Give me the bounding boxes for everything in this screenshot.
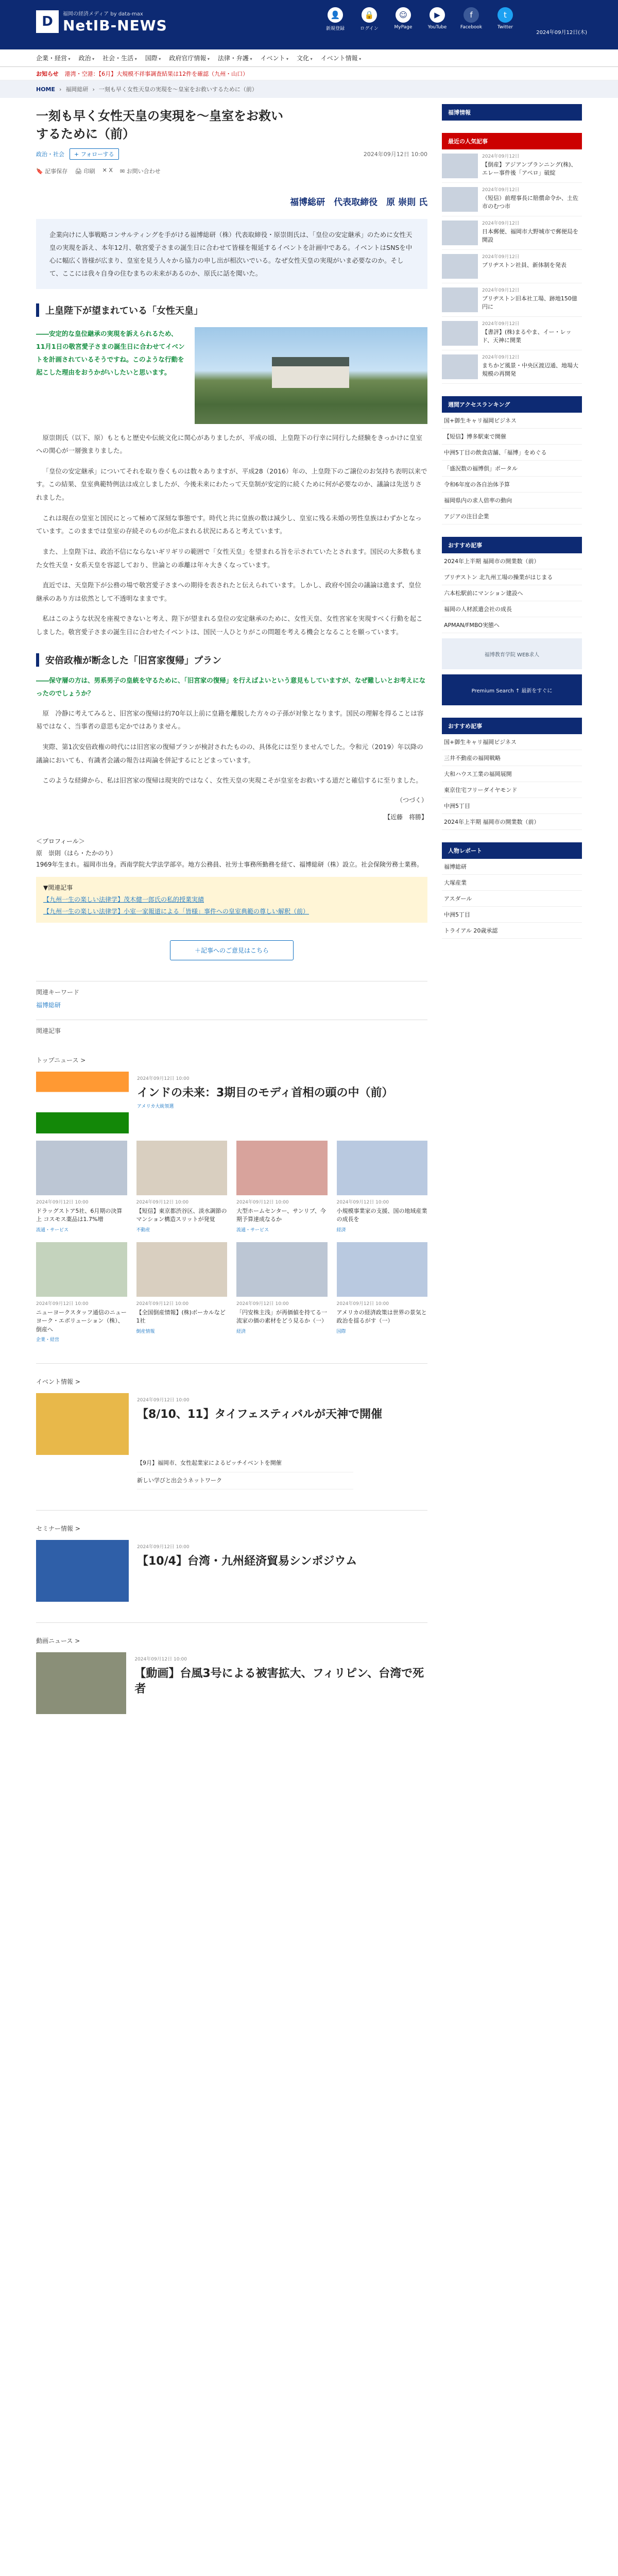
event-item-title: 【9月】福岡市、女性起業家によるピッチイベントを開催: [137, 1460, 282, 1467]
video-date: 2024年09月12日 10:00: [134, 1657, 187, 1663]
news-thumbnail: [136, 1141, 228, 1195]
event-title: 【8/10、11】タイフェスティバルが天神で開催: [137, 1408, 383, 1421]
ranking-item[interactable]: 「盛況数の福博倶」ポータル: [442, 461, 582, 477]
contact-button[interactable]: ✉ お問い合わせ: [119, 167, 161, 175]
article-lead: 企業向けに人事戦略コンサルティングを手がける福博総研（株）代表取締役・原崇則氏は、「皇位の安定継承」のために女性天皇の実現を訴え、本年12月、敬宮愛子さまの誕生日に合わせて皆様を報延するイベントを計画中である。イベントはSNSを中心に幅広く皆様が広まり、皇室を見う人々から協力の申し出が相次いでいる。なぜ女性天皇の実現がいま必要なのか。そして、ここには我々自身の住むまちの未来があるのか、原氏に話を聞いた。: [36, 219, 427, 289]
login-label: ログイン: [360, 26, 379, 31]
breadcrumb: [0, 80, 618, 98]
popular-date: 2024年09月12日: [482, 255, 520, 260]
popular-list: [442, 149, 582, 384]
people-list: [442, 859, 582, 939]
nav-item[interactable]: イベント情報 ▾: [321, 54, 362, 62]
news-category: 経済: [336, 1227, 346, 1233]
news-category: 不動産: [136, 1227, 150, 1233]
facebook-link[interactable]: [459, 7, 483, 31]
popular-title: 【倒産】アジアンプランニング(株)、エレー事件後「アペロ」破綻: [482, 161, 577, 176]
people-item[interactable]: 中洲5丁目: [442, 907, 582, 923]
news-card[interactable]: [337, 1141, 428, 1233]
recommend-item[interactable]: 2024年上半期 福岡市の開業数（前）: [442, 553, 582, 569]
video-title: 【動画】台風3号による被害拡大、フィリピン、台湾で死者: [134, 1667, 424, 1696]
play-icon: ▶: [430, 7, 445, 23]
article-paragraph: 原 冷静に考えてみると、旧宮家の復帰は約70年以上前に皇籍を離脱した方々の子孫が対象となります。国民の理解を得ることは容易ではなく、当事者の意思も定かではありません。: [36, 709, 424, 731]
recommend-item[interactable]: 六本松駅前にマンション建設へ: [442, 585, 582, 601]
article-paragraph: これは現在の皇室と国民にとって極めて深刻な事態です。時代と共に皇族の数は減少し、皇室に残る未婚の男性皇族はわずかとなっています。このままでは皇室の存続そのものが危ぶまれる状況にあると考えています。: [36, 514, 422, 535]
news-card[interactable]: [36, 1141, 127, 1233]
related-link[interactable]: 【九州一生の楽しい法律学】小室一家報道による「皆様」事件への皇室典範の尊しい解釈（前）: [43, 907, 310, 915]
article-paragraph: 実際、第1次安倍政権の時代には旧宮家の復帰プランが検討されたものの、具体化には至りませんでした。令和元（2019）年以降の議論においても、有識者会議の報告は両論を併記するにとどまっています。: [36, 742, 423, 764]
site-logo[interactable]: [36, 9, 167, 34]
video-label[interactable]: 動画ニュース >: [36, 1637, 80, 1645]
nav-item[interactable]: 文化 ▾: [297, 54, 313, 62]
keyword-box-item[interactable]: 三井不動産の福岡戦略: [442, 750, 582, 766]
divider: [36, 1510, 427, 1511]
news-date: 2024年09月12日 10:00: [136, 1199, 189, 1205]
logo-mark: D: [36, 10, 59, 33]
youtube-link[interactable]: [425, 7, 449, 31]
news-title: ドラッグストア5社、6月期の決算上 コスモス薬品は1.7%増: [36, 1207, 123, 1223]
profile-text: 原 崇則（はら・たかのり） 1969年生まれ。福岡市出身。西南学院大学法学部卒。地方公務員、社労士事務所勤務を経て、福博総研（株）設立。社会保険労務士業務。: [36, 849, 423, 869]
ranking-item[interactable]: 令和6年度の各自治体予算: [442, 477, 582, 493]
article-meta: [36, 148, 427, 160]
topnews-label[interactable]: トップニュース >: [36, 1056, 86, 1064]
ticker-label: お知らせ: [36, 70, 59, 77]
recommend-item[interactable]: APMAN/FMBO実態へ: [442, 617, 582, 633]
twitter-icon: t: [497, 7, 513, 23]
popular-date: 2024年09月12日: [482, 288, 520, 293]
popular-title: ブリヂストン社員、新体制を発表: [482, 261, 566, 268]
main-nav: [0, 49, 618, 67]
contact-label: お問い合わせ: [126, 167, 161, 175]
ranking-item[interactable]: 【短信】博多駅東で開催: [442, 429, 582, 445]
news-title: 「円安株主浅」が再価値を持てる一流家の価の素材をどう見るか（一）: [236, 1309, 327, 1325]
mypage-label: MyPage: [394, 25, 413, 30]
people-item[interactable]: アスダール: [442, 891, 582, 907]
print-label: 印刷: [83, 167, 95, 175]
news-card[interactable]: [236, 1141, 328, 1233]
news-date: 2024年09月12日 10:00: [36, 1301, 89, 1307]
topnews-grid: [36, 1141, 427, 1343]
register-label: 新規登録: [325, 26, 345, 31]
popular-thumbnail: [442, 221, 478, 245]
popular-thumbnail: [442, 354, 478, 379]
news-thumbnail: [236, 1141, 328, 1195]
article-byline: 福博総研 代表取締役 原 崇則 氏: [290, 197, 427, 208]
keywords-label: 関連キーワード: [36, 988, 80, 996]
news-thumbnail: [337, 1141, 428, 1195]
breadcrumb-sep: ›: [59, 86, 62, 93]
x-share-button[interactable]: ✕ X: [102, 166, 113, 174]
section-heading: 上皇陛下が望まれている「女性天皇」: [36, 303, 427, 317]
facebook-label: Facebook: [460, 25, 483, 30]
keyword-box-item[interactable]: 2024年上半期 福岡市の開業数（前）: [442, 814, 582, 830]
access-ranking-list: [442, 413, 582, 524]
section-heading: 安倍政権が断念した「旧宮家復帰」プラン: [36, 653, 427, 667]
people-label: 人物レポート: [442, 842, 582, 859]
section-intro: [36, 327, 427, 424]
bookmark-button[interactable]: 🔖 記事保存: [36, 167, 68, 175]
news-category: 流通・サービス: [236, 1227, 269, 1233]
event-item[interactable]: [137, 1472, 353, 1490]
events-label[interactable]: イベント情報 >: [36, 1378, 80, 1386]
related-articles-label: 関連記事: [36, 1027, 61, 1035]
news-thumbnail: [36, 1242, 127, 1297]
popular-thumbnail: [442, 287, 478, 312]
event-item-title: 新しい学びと出会うネットワーク: [137, 1477, 222, 1484]
news-card[interactable]: [236, 1242, 328, 1343]
keyword-box-item[interactable]: 中洲5丁目: [442, 798, 582, 814]
ticker-link[interactable]: 港湾・空港：【6月】大規模不祥事調査結果は12件を確認（九州・山口）: [64, 70, 249, 77]
x-share-label: X: [109, 166, 113, 174]
related-articles-box: [36, 877, 427, 922]
logo-brand: NetIB-NEWS: [63, 17, 167, 34]
register-link[interactable]: [323, 7, 347, 31]
breadcrumb-home[interactable]: HOME: [36, 86, 56, 93]
news-date: 2024年09月12日 10:00: [336, 1301, 389, 1307]
ranking-item[interactable]: 福岡県内の求人倍率の動向: [442, 493, 582, 509]
facebook-icon: f: [464, 7, 479, 23]
news-category: 経済: [236, 1329, 246, 1334]
profile-box: [36, 836, 427, 871]
events-list: [137, 1455, 353, 1489]
keyword-box-label: おすすめ記事: [442, 718, 582, 734]
article-paragraph: 私はこのような状況を座視できないと考え、陛下が望まれる皇位の安定継承のために、女性天皇、女性宮家を実現すべく行動を起こしました。敬宮愛子さまの誕生日に合わせたイベントは、国民一人ひとりがこの問題を考える機会となることを願っています。: [36, 615, 423, 636]
feedback-button[interactable]: ＋記事へのご意見はこちら: [170, 940, 294, 960]
news-title: 【全国倒産情報】(株)ボーカルなど1社: [136, 1309, 226, 1325]
user-icon: 👤: [328, 7, 343, 23]
share-bar: [36, 167, 427, 175]
person-icon: ☺: [396, 7, 411, 23]
news-thumbnail: [136, 1242, 228, 1297]
mypage-link[interactable]: [391, 7, 415, 31]
popular-item[interactable]: [442, 149, 582, 183]
interview-question: ――安定的な皇位継承の実現を訴えられるため、11月1日の敬宮愛子さまの誕生日に合わせてイベントを計画されているそうですね。このような行動を起こした理由をおうかがいしたいと思います。: [36, 329, 185, 376]
news-category: 流通・サービス: [36, 1227, 69, 1233]
breadcrumb-current: 一刻も早く女性天皇の実現を～皇室をお救いするために（前）: [98, 86, 258, 93]
article-paragraph: 原崇則氏（以下、原）もともと歴史や伝統文化に関心がありましたが、平成の頃、上皇陛下の行幸に同行した経験をきっかけに皇室への関心が一層強まりました。: [36, 433, 423, 455]
continued-note: （つづく）: [396, 796, 427, 804]
popular-item[interactable]: [442, 317, 582, 350]
ranking-item[interactable]: アジアの注目企業: [442, 509, 582, 524]
article-category[interactable]: 政治・社会: [36, 150, 64, 158]
profile-title: ＜プロフィール＞: [36, 837, 85, 845]
news-title: アメリカの経済政策は世界の景気と政治を揺るがす（一）: [336, 1309, 427, 1325]
popular-thumbnail: [442, 254, 478, 279]
event-item[interactable]: [137, 1455, 353, 1472]
news-title: 【短信】東京都渋谷区、淡水調節のマンション構造スリットが発覚: [136, 1207, 227, 1223]
recommend-label: おすすめ記事: [442, 537, 582, 553]
popular-title: （短信）前理事長に賠償命令か、土佐市のむつ市: [482, 194, 578, 210]
follow-button[interactable]: + フォローする: [70, 148, 119, 160]
news-category: 倒産情報: [136, 1329, 155, 1334]
news-thumbnail: [36, 1141, 127, 1195]
news-date: 2024年09月12日 10:00: [136, 1301, 189, 1307]
popular-date: 2024年09月12日: [482, 154, 520, 159]
article-paragraph: このような経緯から、私は旧宮家の復帰は現実的ではなく、女性天皇の実現こそが皇室をお救いする道だと確信するに至りました。: [42, 776, 422, 785]
imperial-palace-photo: [195, 327, 427, 424]
popular-item[interactable]: [442, 350, 582, 384]
seminar-date: 2024年09月12日 10:00: [137, 1545, 190, 1550]
news-date: 2024年09月12日 10:00: [336, 1199, 389, 1205]
site-header: [0, 0, 618, 49]
premium-search-banner[interactable]: Premium Search ↑ 最新をすぐに: [442, 674, 582, 705]
events-featured[interactable]: [36, 1393, 427, 1455]
popular-item[interactable]: [442, 183, 582, 216]
popular-title: 【書評】(株)まるやま、イー・レッド、天神に開業: [482, 328, 572, 344]
nav-item[interactable]: 政府官庁情報 ▾: [169, 54, 210, 62]
divider: [36, 1363, 427, 1364]
popular-date: 2024年09月12日: [482, 188, 520, 193]
news-card[interactable]: [36, 1242, 127, 1343]
article-paragraph: また、上皇陛下は、政治不信にならないギリギリの範囲で「女性天皇」を望まれる旨を示されていたとされます。国民の大多数もまた女性天皇・女系天皇を容認しており、世論との乖離は年々大きくなっています。: [36, 547, 422, 569]
article-date: 2024年09月12日 10:00: [363, 150, 427, 158]
related-link[interactable]: 【九州一生の楽しい法律学】茂木健一郎氏の私的授業実績: [43, 896, 204, 904]
breadcrumb-category[interactable]: 福岡総研: [65, 86, 89, 93]
youtube-label: YouTube: [427, 25, 447, 30]
article-paragraph: 直近では、天皇陛下が公務の場で敬宮愛子さまへの期待を表されたと伝えられています。しかし、政府や国会の議論は進まず、皇位継承のあり方は依然として不透明なままです。: [36, 581, 422, 602]
news-card[interactable]: [337, 1242, 428, 1343]
event-date: 2024年09月12日 10:00: [137, 1398, 190, 1403]
keyword-box-list: [442, 734, 582, 830]
seminar-featured[interactable]: [36, 1540, 427, 1602]
logo-tagline: 福岡の経済メディア by data-max: [63, 11, 143, 17]
lock-icon: 🔒: [362, 7, 377, 23]
access-ranking-label: 週間アクセスランキング: [442, 396, 582, 413]
news-thumbnail: [236, 1242, 328, 1297]
nav-item[interactable]: 政治 ▾: [79, 54, 95, 62]
news-category: 国際: [336, 1329, 346, 1334]
popular-title: まちかど風景・中央区渡辺通、地場大規模の再開発: [482, 362, 578, 377]
popular-date: 2024年09月12日: [482, 321, 520, 327]
popular-title: ブリヂストン旧本社工場、跡地150億円に: [482, 295, 577, 310]
recommend-list: [442, 553, 582, 633]
header-icon-links: [323, 7, 517, 31]
news-date: 2024年09月12日 10:00: [236, 1301, 289, 1307]
popular-thumbnail: [442, 187, 478, 212]
popular-label: 最近の人気記事: [442, 133, 582, 149]
popular-title: 日本郵便、福岡市大野城市で郵便局を開設: [482, 228, 578, 243]
breadcrumb-sep: ›: [92, 86, 95, 93]
popular-item[interactable]: [442, 250, 582, 283]
topnews-featured[interactable]: [36, 1072, 427, 1133]
interview-question: ――保守層の方は、男系男子の皇統を守るために、「旧宮家の復帰」を行えばよいという意見もしていますが、なぜ難しいとお考えになったのでしょうか？: [36, 676, 426, 697]
article-paragraph: 「皇位の安定継承」についてそれを取り巻くものは数々ありますが、平成28（2016）年の、上皇陛下のご譲位のお気持ち表明以来です。この結果、皇室典範特例法は成立しましたが、今後未来にわたって天皇制が安定的に続くために何が必要なのか、議論は先送りされました。: [36, 467, 427, 502]
keyword-box-item[interactable]: 大和ハウス工業の福岡展開: [442, 766, 582, 782]
keyword-link[interactable]: 福博総研: [36, 1001, 61, 1009]
news-title: 大型ホームセンター、サンリブ、今期予算達成なるか: [236, 1207, 326, 1223]
video-thumbnail: [36, 1652, 126, 1714]
seminar-title: 【10/4】台湾・九州経済貿易シンポジウム: [137, 1555, 357, 1568]
twitter-link[interactable]: [493, 7, 517, 31]
header-date: 2024年09月12日(木): [536, 30, 587, 36]
news-category: 企業・経営: [36, 1337, 60, 1343]
bookmark-label: 記事保存: [45, 167, 68, 175]
ranking-item[interactable]: 中洲5丁目の飲食店舗、「福博」をめぐる: [442, 445, 582, 461]
nav-item[interactable]: 社会・生活 ▾: [102, 54, 137, 62]
nav-item[interactable]: 国際 ▾: [145, 54, 161, 62]
divider: [36, 1622, 427, 1623]
topnews-date: 2024年09月12日 10:00: [137, 1076, 190, 1081]
related-title: ▼関連記事: [43, 884, 73, 892]
palace-building-shape: [272, 357, 349, 388]
topnews-title: インドの未来：3期目のモディ首相の頭の中（前）: [137, 1086, 393, 1099]
news-title: 小規模事業家の支援、国の地域産業の成長を: [336, 1207, 427, 1223]
popular-date: 2024年09月12日: [482, 355, 520, 360]
topnews-category: アメリカ大統領選: [137, 1104, 174, 1110]
popular-item[interactable]: [442, 216, 582, 250]
seminar-label[interactable]: セミナー情報 >: [36, 1525, 80, 1533]
news-date: 2024年09月12日 10:00: [236, 1199, 289, 1205]
nav-item[interactable]: イベント ▾: [260, 54, 288, 62]
india-flag-image: [36, 1072, 129, 1133]
recommend-item[interactable]: ブリヂストン 北九州工場の操業がはじまる: [442, 569, 582, 585]
recommend-item[interactable]: 福岡の人材派遣会社の成長: [442, 601, 582, 617]
news-date: 2024年09月12日 10:00: [36, 1199, 89, 1205]
article-title: 一刻も早く女性天皇の実現を～皇室をお救いするために（前）: [36, 109, 283, 141]
reporter-signature: 【近藤 将勝】: [384, 813, 427, 821]
sidebar-info-button[interactable]: 福博情報: [442, 104, 582, 121]
news-title: ニューヨークスタッフ通信のニューヨーク・エボリューション（株）、倒産へ: [36, 1309, 127, 1333]
keyword-box-item[interactable]: 国+御生キャリ福岡ビジネス: [442, 734, 582, 750]
people-item[interactable]: 福博総研: [442, 859, 582, 875]
people-item[interactable]: 大塚産業: [442, 875, 582, 891]
seminar-thumbnail: [36, 1540, 129, 1602]
event-thumbnail: [36, 1393, 129, 1455]
news-card[interactable]: [136, 1242, 228, 1343]
twitter-label: Twitter: [497, 25, 513, 30]
news-ticker: [0, 67, 618, 80]
news-thumbnail: [337, 1242, 428, 1297]
popular-thumbnail: [442, 321, 478, 346]
ranking-item[interactable]: 国+御生キャリ福岡ビジネス: [442, 413, 582, 429]
video-featured[interactable]: [36, 1652, 427, 1714]
ad-banner[interactable]: 福博教育学院 WEB求人: [442, 638, 582, 669]
popular-thumbnail: [442, 154, 478, 178]
keyword-box-item[interactable]: 東京住宅フリーダイヤモンド: [442, 782, 582, 798]
login-link[interactable]: [357, 7, 381, 31]
news-card[interactable]: [136, 1141, 228, 1233]
popular-item[interactable]: [442, 283, 582, 317]
nav-item[interactable]: 企業・経営 ▾: [36, 54, 71, 62]
nav-item[interactable]: 法律・弁護 ▾: [218, 54, 252, 62]
article-main: [36, 104, 427, 1714]
print-button[interactable]: 🖨 印刷: [75, 167, 95, 175]
popular-date: 2024年09月12日: [482, 221, 520, 226]
sidebar: [442, 104, 582, 939]
people-item[interactable]: トライアル 20歳承認: [442, 923, 582, 939]
